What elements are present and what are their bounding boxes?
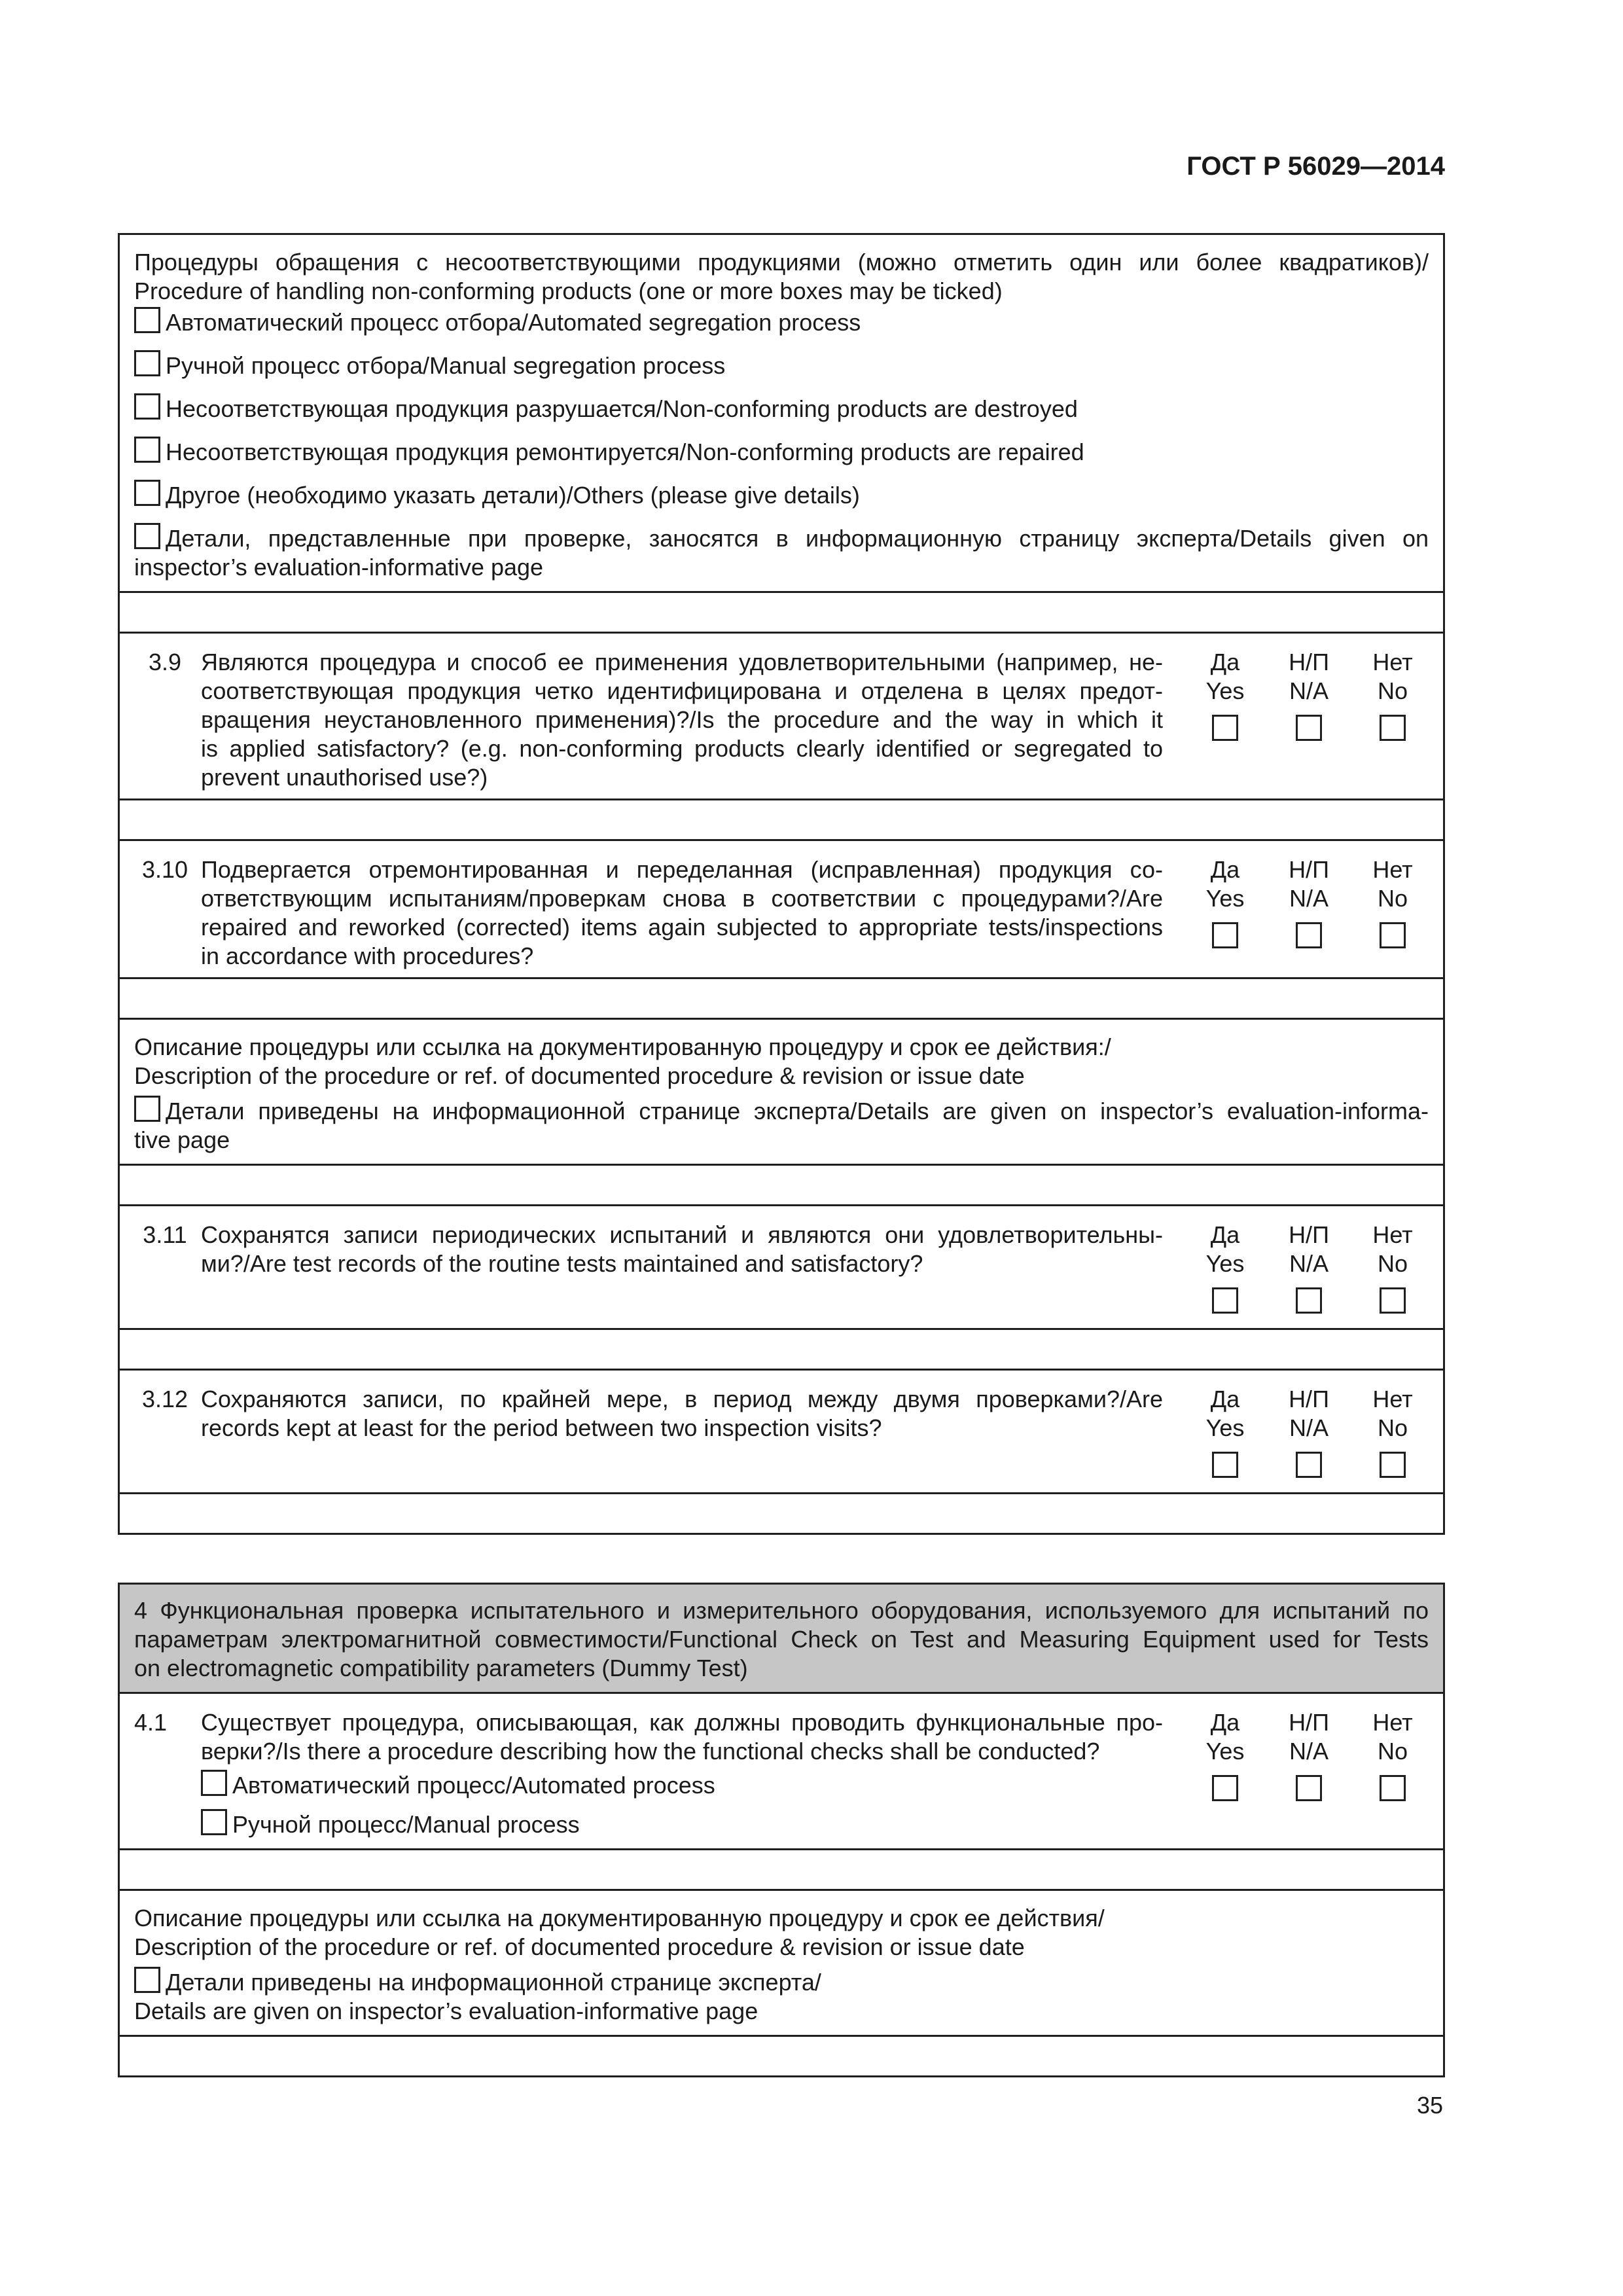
na-label-en: N/A	[1289, 677, 1329, 704]
option-label: Несоответствующая продукция ремонтируется/Non-conforming products are repaired	[166, 439, 1084, 465]
no-label-en: No	[1377, 885, 1408, 912]
yes-label-en: Yes	[1205, 1738, 1245, 1765]
checkbox[interactable]	[134, 1967, 160, 1993]
blank-row	[120, 798, 1443, 839]
procedure-description-block	[120, 1018, 1443, 1164]
section-title-line: 4 Функциональная проверка испытательного и измерительного оборудования, используемого для испытаний по	[134, 1597, 1429, 1624]
answer-yes[interactable]	[1189, 1221, 1261, 1314]
checkbox[interactable]	[134, 480, 160, 506]
answer-no[interactable]	[1357, 1385, 1429, 1478]
details-continuation: Details are given on inspector’s evaluation-informative page	[134, 1998, 758, 2024]
question-3-12	[120, 1369, 1443, 1492]
no-checkbox[interactable]	[1380, 1287, 1406, 1314]
option-label: Детали приведены на информационной странице эксперта/	[166, 1969, 821, 1996]
question-line: in accordance with procedures?	[201, 942, 534, 969]
question-text	[201, 855, 1183, 971]
answer-yes[interactable]	[1189, 855, 1261, 971]
question-line: Существует процедура, описывающая, как должны проводить функциональные про-	[201, 1709, 1163, 1736]
blank-row	[120, 1492, 1443, 1533]
answer-no[interactable]	[1357, 1221, 1429, 1314]
yes-checkbox[interactable]	[1212, 1287, 1238, 1314]
option-label: Другое (необходимо указать детали)/Others (please give details)	[166, 482, 860, 509]
answer-options	[1183, 855, 1429, 971]
yes-label-en: Yes	[1205, 1414, 1245, 1441]
question-line: Сохранятся записи периодических испытаний и являются они удовлетворительны-	[201, 1221, 1163, 1248]
checkbox[interactable]	[134, 350, 160, 376]
answer-options	[1183, 648, 1429, 792]
answer-yes[interactable]	[1189, 1708, 1261, 1839]
nonconforming-intro-line-1: Процедуры обращения с несоответствующими продукциями (можно отметить один или более квадратиков)/	[134, 249, 1429, 276]
na-checkbox[interactable]	[1296, 922, 1322, 948]
answer-options	[1183, 1221, 1429, 1314]
na-label-ru: Н/П	[1289, 1709, 1329, 1736]
blank-row	[120, 1164, 1443, 1204]
no-label-ru: Нет	[1372, 1386, 1413, 1412]
checkbox[interactable]	[201, 1809, 227, 1835]
option-details-on-info-page[interactable]	[134, 1096, 1429, 1126]
section-title-line: on electromagnetic compatibility parameters (Dummy Test)	[134, 1655, 748, 1681]
checkbox[interactable]	[134, 523, 160, 549]
question-line: вращения неустановленного применения)?/Is the procedure and the way in which it	[201, 706, 1163, 733]
checkbox[interactable]	[134, 393, 160, 420]
no-checkbox[interactable]	[1380, 1452, 1406, 1478]
no-label-en: No	[1377, 1738, 1408, 1765]
na-label-en: N/A	[1289, 1738, 1329, 1765]
yes-label-en: Yes	[1205, 1250, 1245, 1277]
description-line-1: Описание процедуры или ссылка на документированную процедуру и срок ее действия:/	[134, 1033, 1111, 1060]
yes-checkbox[interactable]	[1212, 922, 1238, 948]
na-label-en: N/A	[1289, 1414, 1329, 1441]
question-3-9	[120, 632, 1443, 798]
no-label-ru: Нет	[1372, 649, 1413, 675]
answer-no[interactable]	[1357, 1708, 1429, 1839]
option-manual-segregation[interactable]	[134, 350, 1429, 380]
yes-label-ru: Да	[1210, 649, 1240, 675]
no-checkbox[interactable]	[1380, 922, 1406, 948]
option-label: Ручной процесс отбора/Manual segregation process	[166, 352, 726, 379]
question-line: верки?/Is there a procedure describing how the functional checks shall be conducted?	[201, 1738, 1100, 1765]
option-label: Ручной процесс/Manual process	[232, 1811, 580, 1838]
option-manual-process[interactable]	[201, 1809, 1163, 1839]
checkbox[interactable]	[134, 1096, 160, 1122]
option-label: Автоматический процесс отбора/Automated segregation process	[166, 309, 861, 336]
question-number: 3.9	[148, 649, 182, 675]
na-label-en: N/A	[1289, 885, 1329, 912]
question-number: 3.12	[141, 1386, 188, 1412]
na-checkbox[interactable]	[1296, 1452, 1322, 1478]
question-text	[201, 1708, 1183, 1839]
na-label-ru: Н/П	[1289, 1386, 1329, 1412]
option-label: Детали приведены на информационной странице эксперта/Details are given on inspector’s evaluation-informa-	[166, 1098, 1429, 1124]
question-text	[201, 648, 1183, 792]
na-checkbox[interactable]	[1296, 1287, 1322, 1314]
nonconforming-procedure-block	[120, 235, 1443, 591]
yes-label-en: Yes	[1205, 885, 1245, 912]
question-line: prevent unauthorised use?)	[201, 764, 488, 791]
answer-no[interactable]	[1357, 855, 1429, 971]
question-number: 4.1	[134, 1709, 168, 1736]
question-4-1	[120, 1692, 1443, 1848]
checkbox[interactable]	[201, 1770, 227, 1796]
checkbox[interactable]	[134, 437, 160, 463]
question-line: ответствующим испытаниям/проверкам снова в соответствии с процедурами?/Are	[201, 885, 1163, 912]
option-automated-process[interactable]	[201, 1770, 1163, 1800]
answer-na[interactable]	[1273, 855, 1345, 971]
na-label-en: N/A	[1289, 1250, 1329, 1277]
question-text	[201, 1385, 1183, 1478]
blank-row	[120, 977, 1443, 1018]
yes-label-en: Yes	[1205, 677, 1245, 704]
yes-checkbox[interactable]	[1212, 1452, 1238, 1478]
na-checkbox[interactable]	[1296, 1775, 1322, 1801]
answer-yes[interactable]	[1189, 1385, 1261, 1478]
checklist-table-section-4	[118, 1583, 1445, 2077]
no-checkbox[interactable]	[1380, 1775, 1406, 1801]
yes-checkbox[interactable]	[1212, 715, 1238, 741]
yes-label-ru: Да	[1210, 1221, 1240, 1248]
yes-label-ru: Да	[1210, 1709, 1240, 1736]
answer-na[interactable]	[1273, 1385, 1345, 1478]
question-line: соответствующая продукция четко идентифицирована и отделена в целях предот-	[201, 677, 1163, 704]
option-products-repaired[interactable]	[134, 437, 1429, 467]
question-line: Являются процедура и способ ее применения удовлетворительными (например, не-	[201, 649, 1163, 675]
procedure-description-block	[120, 1889, 1443, 2035]
description-line-2: Description of the procedure or ref. of documented procedure & revision or issue date	[134, 1062, 1025, 1089]
question-line: Подвергается отремонтированная и переделанная (исправленная) продукция со-	[201, 856, 1163, 883]
option-products-destroyed[interactable]	[134, 393, 1429, 423]
blank-row	[120, 1328, 1443, 1369]
na-label-ru: Н/П	[1289, 649, 1329, 675]
details-continuation: inspector’s evaluation-informative page	[134, 554, 544, 581]
blank-row	[120, 2035, 1443, 2075]
blank-row	[120, 1848, 1443, 1889]
question-number: 3.10	[141, 856, 188, 883]
blank-row	[120, 591, 1443, 632]
na-checkbox[interactable]	[1296, 715, 1322, 741]
no-label-ru: Нет	[1372, 1221, 1413, 1248]
option-details-on-info-page[interactable]	[134, 1967, 1429, 1997]
option-details-given[interactable]	[134, 523, 1429, 553]
option-label: Несоответствующая продукция разрушается/Non-conforming products are destroyed	[166, 395, 1078, 422]
no-label-en: No	[1377, 677, 1408, 704]
description-line-2: Description of the procedure or ref. of documented procedure & revision or issue date	[134, 1933, 1025, 1960]
answer-na[interactable]	[1273, 648, 1345, 792]
details-continuation: tive page	[134, 1126, 230, 1153]
question-3-10	[120, 839, 1443, 977]
answer-options	[1183, 1708, 1429, 1839]
yes-label-ru: Да	[1210, 856, 1240, 883]
no-label-en: No	[1377, 1414, 1408, 1441]
option-others[interactable]	[134, 480, 1429, 510]
answer-na[interactable]	[1273, 1221, 1345, 1314]
no-label-en: No	[1377, 1250, 1408, 1277]
question-line: repaired and reworked (corrected) items again subjected to appropriate tests/inspections	[201, 914, 1163, 941]
na-label-ru: Н/П	[1289, 1221, 1329, 1248]
standard-designation: ГОСТ Р 56029—2014	[1186, 152, 1445, 181]
question-text	[201, 1221, 1183, 1314]
question-line: ми?/Are test records of the routine tests maintained and satisfactory?	[201, 1250, 923, 1277]
checkbox[interactable]	[134, 307, 160, 333]
section-title-line: параметрам электромагнитной совместимости/Functional Check on Test and Measuring Equipment used for Tests	[134, 1626, 1429, 1653]
section-4-title	[120, 1585, 1443, 1692]
question-number: 3.11	[143, 1221, 187, 1248]
answer-yes[interactable]	[1189, 648, 1261, 792]
answer-options	[1183, 1385, 1429, 1478]
description-line-1: Описание процедуры или ссылка на документированную процедуру и срок ее действия/	[134, 1905, 1105, 1931]
yes-label-ru: Да	[1210, 1386, 1240, 1412]
option-automated-segregation[interactable]	[134, 307, 1429, 337]
answer-no[interactable]	[1357, 648, 1429, 792]
no-label-ru: Нет	[1372, 1709, 1413, 1736]
no-label-ru: Нет	[1372, 856, 1413, 883]
question-line: is applied satisfactory? (e.g. non-conforming products clearly identified or segregated to	[201, 735, 1163, 762]
answer-na[interactable]	[1273, 1708, 1345, 1839]
page-number: 35	[1416, 2092, 1443, 2119]
checklist-table-section-3	[118, 233, 1445, 1535]
na-label-ru: Н/П	[1289, 856, 1329, 883]
question-line: Сохраняются записи, по крайней мере, в период между двумя проверками?/Are	[201, 1386, 1163, 1412]
no-checkbox[interactable]	[1380, 715, 1406, 741]
option-label: Детали, представленные при проверке, заносятся в информационную страницу эксперта/Details given on	[166, 525, 1429, 552]
nonconforming-intro-line-2: Procedure of handling non-conforming products (one or more boxes may be ticked)	[134, 278, 1003, 304]
option-label: Автоматический процесс/Automated process	[232, 1772, 715, 1799]
question-line: records kept at least for the period between two inspection visits?	[201, 1414, 882, 1441]
question-3-11	[120, 1204, 1443, 1328]
yes-checkbox[interactable]	[1212, 1775, 1238, 1801]
